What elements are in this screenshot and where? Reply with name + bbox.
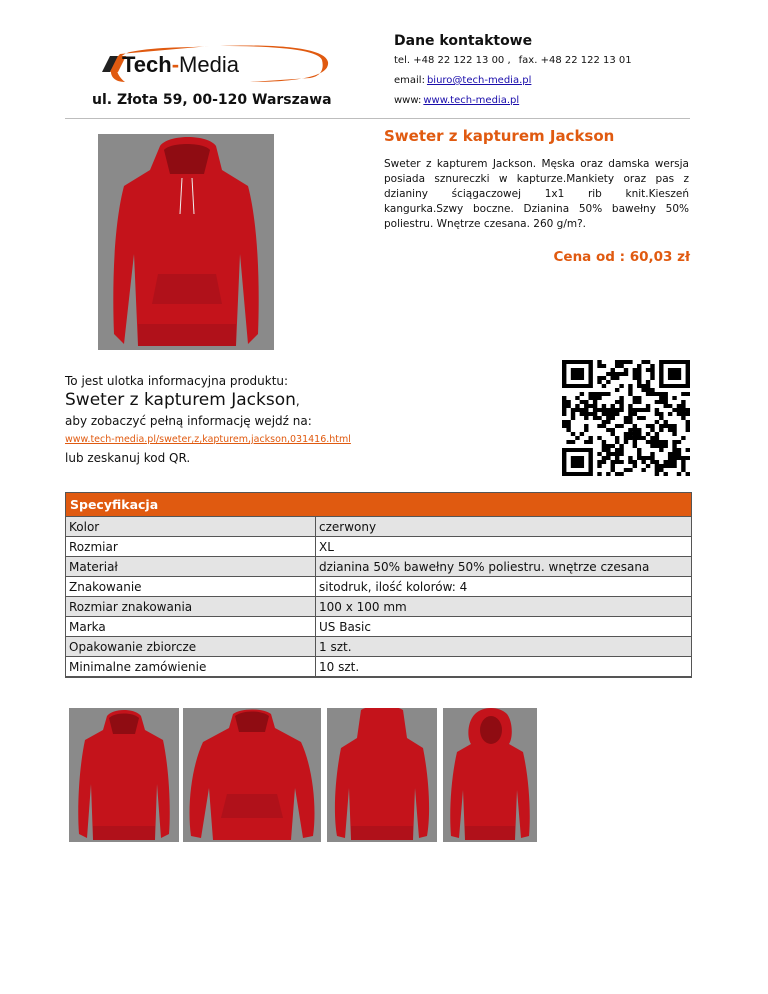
spec-value: sitodruk, ilość kolorów: 4 (316, 577, 692, 597)
fax-text: fax. +48 22 122 13 01 (518, 55, 632, 66)
info-comma: , (295, 394, 300, 408)
table-row (66, 617, 691, 637)
info-line-5: lub zeskanuj kod QR. (65, 451, 191, 465)
product-url-link[interactable]: www.tech-media.pl/sweter,z,kapturem,jackson,031416.html (65, 434, 351, 445)
table-row (66, 517, 691, 537)
table-row (66, 557, 691, 577)
thumbnail-front[interactable] (69, 708, 179, 842)
thumbnail-hood-up[interactable] (443, 708, 537, 842)
spec-label: Marka (66, 617, 316, 637)
spec-value: 100 x 100 mm (316, 597, 692, 617)
spec-label: Znakowanie (66, 577, 316, 597)
info-product-name-line (65, 390, 351, 410)
spec-label: Opakowanie zbiorcze (66, 637, 316, 657)
spec-table (65, 492, 692, 678)
spec-value: 1 szt. (316, 637, 692, 657)
logo-text-dash: - (171, 52, 180, 77)
thumbnail-back[interactable] (327, 708, 437, 842)
logo-text-tech: Tech (122, 52, 172, 77)
spec-label: Materiał (66, 557, 316, 577)
table-row (66, 657, 691, 677)
table-row (66, 537, 691, 557)
spec-value: czerwony (316, 517, 692, 537)
table-row (66, 577, 691, 597)
tel-text: tel. +48 22 122 13 00 , (394, 55, 511, 66)
table-row (66, 637, 691, 657)
spec-value: 10 szt. (316, 657, 692, 677)
tech-media-logo (100, 42, 335, 84)
header-divider (65, 118, 690, 119)
info-line-1: To jest ulotka informacyjna produktu: (65, 374, 289, 388)
spec-heading: Specyfikacja (66, 493, 691, 517)
table-row (66, 597, 691, 617)
contact-title: Dane kontaktowe (394, 33, 533, 49)
email-label: email: (394, 75, 425, 86)
contact-block (394, 33, 640, 115)
spec-label: Minimalne zamówienie (66, 657, 316, 677)
spec-value: dzianina 50% bawełny 50% poliestru. wnętrze czesana (316, 557, 692, 577)
phone-line (394, 55, 640, 66)
info-block (65, 374, 351, 465)
spec-value: US Basic (316, 617, 692, 637)
info-line-3: aby zobaczyć pełną informację wejdź na: (65, 414, 312, 428)
logo-text-media: Media (179, 52, 239, 77)
qr-code[interactable] (562, 360, 690, 476)
thumbnail-front-open[interactable] (183, 708, 321, 842)
spec-rows (66, 517, 691, 677)
product-title: Sweter z kapturem Jackson (384, 127, 615, 145)
www-label: www: (394, 95, 422, 106)
www-link[interactable]: www.tech-media.pl (423, 95, 520, 106)
email-line (394, 75, 640, 86)
company-address: ul. Złota 59, 00-120 Warszawa (92, 92, 332, 108)
www-line (394, 95, 640, 106)
spec-label: Kolor (66, 517, 316, 537)
product-description: Sweter z kapturem Jackson. Męska oraz damska wersja posiada sznureczki w kapturze.Mankiety oraz pas z dzianiny ściągaczowej 1x1 rib knit.Kieszeń kangurka.Szwy boczne. Dzianina 50% bawełny 50% poliestru. Wnętrze czesana. 260 g/m?. (384, 158, 689, 230)
svg-text:Tech-Media (122, 52, 240, 77)
info-product-name: Sweter z kapturem Jackson (65, 390, 296, 410)
spec-label: Rozmiar znakowania (66, 597, 316, 617)
product-price: Cena od : 60,03 zł (553, 249, 690, 265)
product-main-image (98, 134, 274, 350)
email-link[interactable]: biuro@tech-media.pl (426, 75, 532, 86)
spec-label: Rozmiar (66, 537, 316, 557)
spec-value: XL (316, 537, 692, 557)
